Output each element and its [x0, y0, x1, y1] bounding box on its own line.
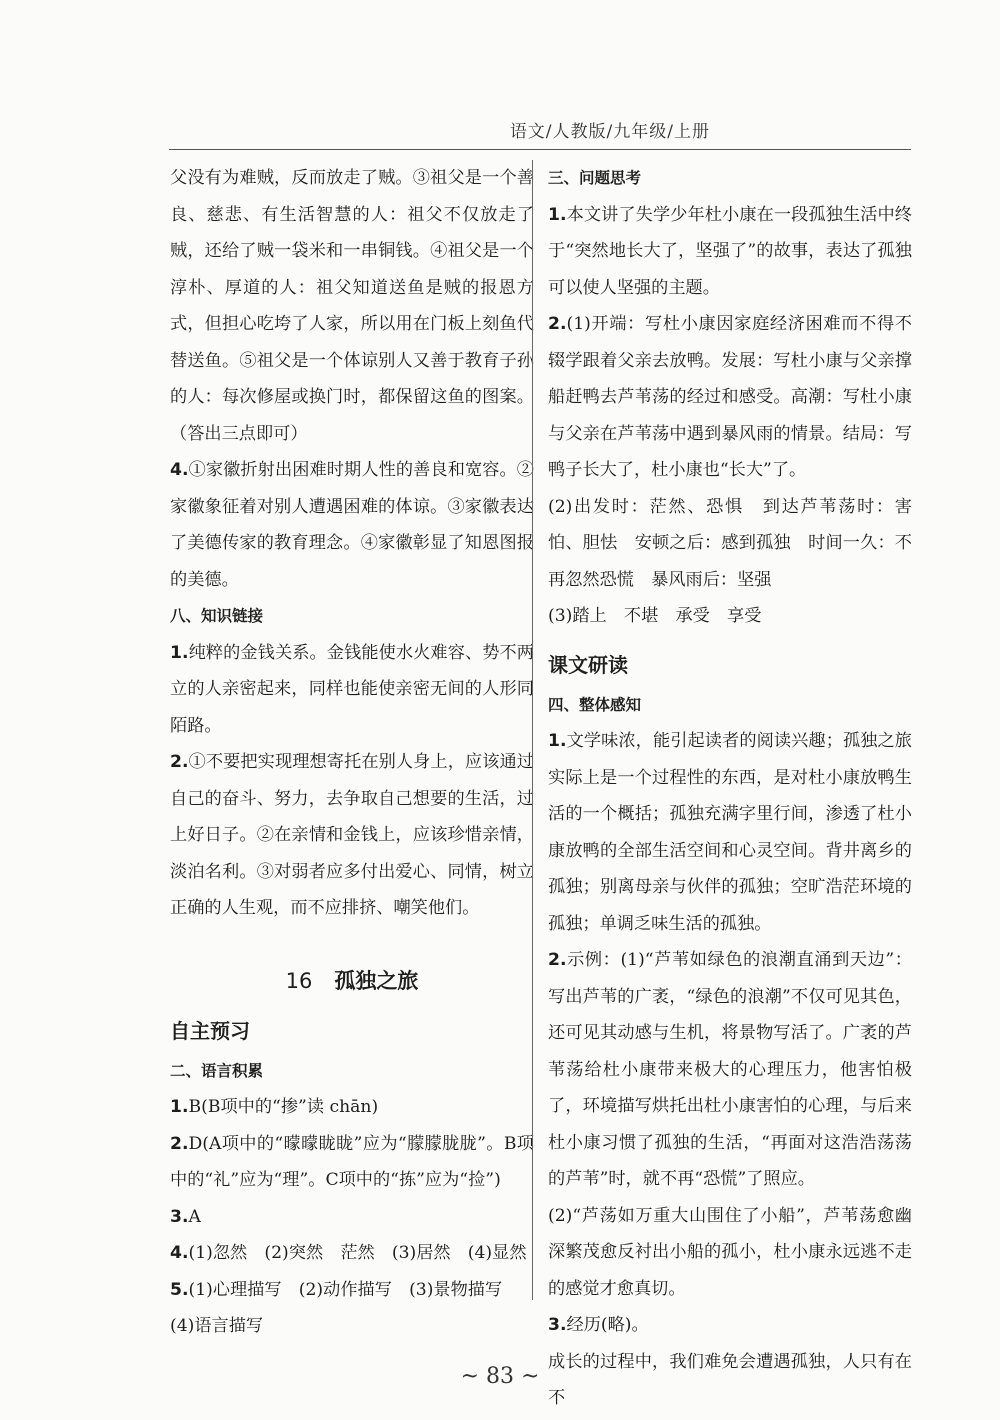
- answer-item-part: 成长的过程中，我们难免会遭遇孤独，人只有在不: [548, 1351, 912, 1408]
- item-number: 3.: [170, 1206, 189, 1227]
- continued-paragraph: 父没有为难贼，反而放走了贼。③祖父是一个善良、慈悲、有生活智慧的人：祖父不仅放走了贼，还给了贼一袋米和一串铜钱。④祖父是一个淳朴、厚道的人：祖父知道送鱼是贼的报恩方式，但担心吃垮了人家，所以用在门板上刻鱼代替送鱼。⑤祖父是一个体谅别人又善于教育子孙的人：每次修屋或换门时，都保留这鱼的图案。（答出三点即可）: [170, 168, 534, 444]
- item-text: 本文讲了失学少年杜小康在一段孤独生活中终于“突然地长大了，坚强了”的故事，表达了孤独可以使人坚强的主题。: [548, 204, 912, 298]
- item-number: 4.: [170, 1243, 189, 1263]
- lesson-name: 孤独之旅: [334, 968, 419, 993]
- answer-item: [548, 197, 912, 307]
- item-number: 1.: [548, 731, 567, 751]
- section-heading-preview: 自主预习: [170, 1018, 250, 1043]
- item-text: B(B项中的“掺”读 chān): [188, 1097, 379, 1117]
- section-heading-questions: 三、问题思考: [548, 169, 642, 187]
- answer-item-part: (3)踏上 不堪 承受 享受: [548, 606, 762, 626]
- item-number: 1.: [170, 642, 189, 663]
- answer-item: [170, 452, 534, 598]
- lesson-title: [170, 961, 534, 1001]
- item-text: 纯粹的金钱关系。金钱能使水火难容、势不两立的人亲密起来，同样也能使亲密无间的人形同陌路。: [170, 642, 534, 736]
- answer-item: [548, 306, 912, 489]
- item-text: ①家徽折射出困难时期人性的善良和宽容。②家徽象征着对别人遭遇困难的体谅。③家徽表达了美德传家的教育理念。④家徽彰显了知恩图报的美德。: [170, 460, 534, 590]
- item-number: 5.: [170, 1279, 189, 1300]
- page-number: ~ 83 ~: [460, 1364, 540, 1389]
- answer-item-continued: (4)语言描写: [170, 1316, 264, 1336]
- answer-item: [170, 1126, 534, 1199]
- section-heading-overall: 四、整体感知: [548, 695, 642, 714]
- item-text: (1)忽然 (2)突然 茫然 (3)居然 (4)显然: [188, 1243, 527, 1263]
- answer-item: [548, 723, 912, 942]
- item-number: 3.: [548, 1315, 567, 1335]
- item-number: 1.: [170, 1097, 189, 1117]
- answer-item: [548, 942, 912, 1198]
- section-heading-language: 二、语言积累: [170, 1061, 264, 1080]
- header-rule: [169, 149, 911, 150]
- item-number: 2.: [548, 950, 567, 970]
- item-text: 经历(略)。: [566, 1315, 649, 1335]
- item-text: (1)开端：写杜小康因家庭经济困难而不得不辍学跟着父亲去放鸭。发展：写杜小康与父亲撑船赶鸭去芦苇荡的经过和感受。高潮：写杜小康与父亲在芦苇荡中遇到暴风雨的情景。结局：写鸭子长大了，杜小康也“长大”了。: [548, 314, 912, 480]
- answer-item: [548, 1307, 912, 1344]
- left-column: [170, 160, 534, 1345]
- item-number: 4.: [170, 460, 189, 480]
- answer-item-part: (2)“芦荡如万重大山围住了小船”，芦苇荡愈幽深繁茂愈反衬出小船的孤小，杜小康永远逃不走的感觉才愈真切。: [548, 1205, 912, 1299]
- page-header-title: 语文/人教版/九年级/上册: [509, 122, 710, 142]
- item-text: D(A项中的“曚曚眬眬”应为“朦朦胧胧”。B项中的“礼”应为“理”。C项中的“拣”应为“捡”): [170, 1133, 534, 1190]
- answer-item: [170, 1199, 534, 1236]
- item-text: 示例：(1)“芦苇如绿色的浪潮直涌到天边”：写出芦苇的广袤，“绿色的浪潮”不仅可见其色，还可见其动感与生机，将景物写活了。广袤的芦苇荡给杜小康带来极大的心理压力，他害怕极了，环境描写烘托出杜小康害怕的心理，与后来杜小康习惯了孤独的生活，“再面对这浩浩荡荡的芦苇”时，就不再“恐慌”了照应。: [548, 950, 912, 1189]
- item-number: 2.: [170, 1133, 189, 1154]
- section-heading-knowledge-link: 八、知识链接: [170, 607, 264, 625]
- right-column: [548, 160, 912, 1417]
- item-text: 文学味浓，能引起读者的阅读兴趣；孤独之旅实际上是一个过程性的东西，是对杜小康放鸭生活的一个概括；孤独充满字里行间，渗透了杜小康放鸭的全部生活空间和心灵空间。背井离乡的孤独；别离母亲与伙伴的孤独；空旷浩茫环境的孤独；单调乏味生活的孤独。: [548, 731, 912, 934]
- answer-item: [170, 635, 534, 745]
- section-heading-study: 课文研读: [548, 652, 628, 677]
- item-number: 1.: [548, 204, 567, 225]
- answer-item: [170, 744, 534, 927]
- item-text: (1)心理描写 (2)动作描写 (3)景物描写: [188, 1279, 503, 1300]
- lesson-number: 16: [285, 968, 313, 993]
- answer-item: [170, 1272, 534, 1309]
- item-text: ①不要把实现理想寄托在别人身上，应该通过自己的奋斗、努力，去争取自己想要的生活，过上好日子。②在亲情和金钱上，应该珍惜亲情，淡泊名利。③对弱者应多付出爱心、同情，树立正确的人生观，而不应排挤、嘲笑他们。: [170, 752, 534, 918]
- item-text: A: [188, 1206, 201, 1227]
- answer-item: [170, 1235, 534, 1272]
- item-number: 2.: [548, 314, 567, 334]
- item-number: 2.: [170, 752, 189, 772]
- column-divider: [532, 160, 533, 1300]
- answer-item: [170, 1089, 534, 1126]
- answer-item-part: (2)出发时：茫然、恐惧 到达芦苇荡时：害怕、胆怯 安顿之后：感到孤独 时间一久：不再忽然恐慌 暴风雨后：坚强: [548, 496, 912, 590]
